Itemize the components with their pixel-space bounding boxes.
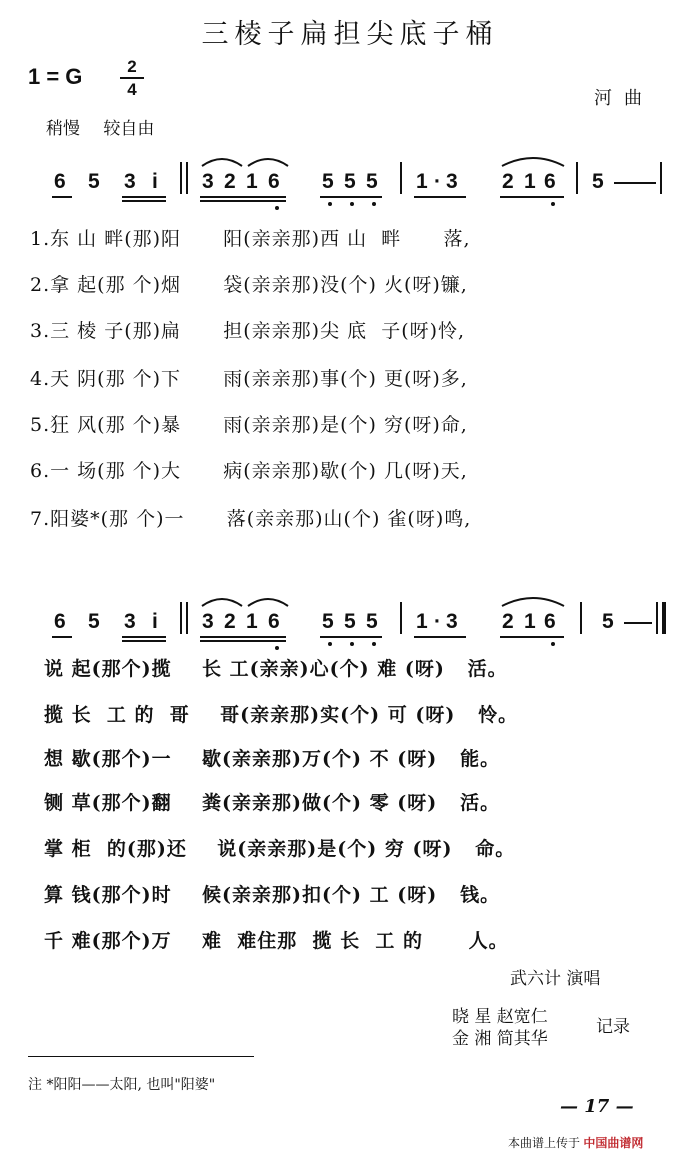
note: 5 [344, 170, 356, 193]
song-title: 三棱子扁担尖底子桶 [201, 19, 499, 50]
note: 6 [54, 610, 66, 633]
time-signature [120, 58, 144, 98]
note: 2 [224, 170, 236, 193]
source-text: 本曲谱上传于 [508, 1136, 581, 1150]
note: 2 [502, 610, 514, 633]
note: 6 [544, 170, 556, 193]
barline [576, 162, 578, 194]
lyric-line: 3.三 棱 子(那)扁 担(亲亲那)尖 底 子(呀)怜, [30, 320, 466, 342]
underline [320, 636, 382, 638]
barline [400, 162, 402, 194]
slur [500, 594, 566, 608]
region-label: 河曲 [594, 88, 654, 109]
note: i [152, 170, 158, 193]
recorder-line-2: 金 湘 简其华 [452, 1029, 548, 1049]
barline [656, 602, 658, 634]
note: · [434, 170, 441, 193]
slur [200, 594, 290, 608]
note: 5 [88, 610, 100, 633]
note: 6 [268, 610, 280, 633]
note: 5 [88, 170, 100, 193]
note: 1 [416, 610, 428, 633]
lyric-line: 1.东 山 畔(那)阳 阳(亲亲那)西 山 畔 落, [30, 228, 471, 250]
note: 5 [592, 170, 604, 193]
note: i [152, 610, 158, 633]
note: 6 [54, 170, 66, 193]
underline [122, 200, 166, 202]
barline [186, 162, 188, 194]
lower-octave-dot [551, 202, 555, 206]
lyric-line: 想 歇(那个)一 歇(亲亲那)万(个) 不 (呀) 能。 [44, 748, 501, 770]
note: 1 [524, 170, 536, 193]
note: 3 [124, 170, 136, 193]
footnote: 注 *阳阳——太阳, 也叫"阳婆" [28, 1077, 216, 1093]
note: 6 [544, 610, 556, 633]
lower-octave-dot [328, 202, 332, 206]
note: 5 [366, 170, 378, 193]
lyric-line: 揽 长 工 的 哥 哥(亲亲那)实(个) 可 (呀) 怜。 [44, 704, 519, 726]
underline [122, 196, 166, 198]
notation-line-1 [40, 166, 680, 214]
recorder-line-1: 晓 星 赵宽仁 [452, 1007, 548, 1027]
singer-credit: 武六计 演唱 [510, 969, 601, 989]
slur [200, 154, 290, 168]
source-brand: 中国曲谱网 [583, 1136, 644, 1150]
underline [500, 636, 564, 638]
barline [400, 602, 402, 634]
lyric-line: 7.阳婆*(那 个)一 落(亲亲那)山(个) 雀(呀)鸣, [30, 508, 472, 530]
lyric-line: 6.一 场(那 个)大 病(亲亲那)歇(个) 几(呀)天, [30, 460, 468, 482]
note: 2 [224, 610, 236, 633]
underline [200, 200, 286, 202]
note: 2 [502, 170, 514, 193]
barline [186, 602, 188, 634]
barline [180, 162, 182, 194]
note: 6 [268, 170, 280, 193]
note: 1 [416, 170, 428, 193]
notation-line-2 [40, 606, 680, 654]
underline [122, 636, 166, 638]
lower-octave-dot [275, 206, 279, 210]
underline [52, 636, 72, 638]
note: 5 [366, 610, 378, 633]
page-number: — 17 — [560, 1096, 634, 1117]
underline [500, 196, 564, 198]
note: 3 [202, 610, 214, 633]
lyric-line: 5.狂 风(那 个)暴 雨(亲亲那)是(个) 穷(呀)命, [30, 414, 468, 436]
note: 3 [446, 610, 458, 633]
underline [320, 196, 382, 198]
slur [500, 154, 566, 168]
barline [660, 162, 662, 194]
key-signature: 1 = G [28, 64, 83, 89]
note: 5 [322, 170, 334, 193]
underline [200, 196, 286, 198]
underline [414, 636, 466, 638]
time-top: 2 [127, 57, 137, 76]
lyric-line: 千 难(那个)万 难 难住那 揽 长 工 的 人。 [44, 930, 509, 952]
barline [180, 602, 182, 634]
tempo-marking: 稍慢 较自由 [46, 119, 155, 139]
lyric-line: 铡 草(那个)翻 粪(亲亲那)做(个) 零 (呀) 活。 [44, 792, 501, 814]
lyric-line: 说 起(那个)揽 长 工(亲亲)心(个) 难 (呀) 活。 [44, 658, 508, 680]
note: 3 [124, 610, 136, 633]
recorder-role: 记录 [596, 1017, 630, 1037]
hold-dash [614, 182, 656, 184]
note: 3 [202, 170, 214, 193]
lyric-line: 算 钱(那个)时 候(亲亲那)扣(个) 工 (呀) 钱。 [44, 884, 501, 906]
time-bar [120, 77, 144, 79]
hold-dash [624, 622, 652, 624]
underline [52, 196, 72, 198]
lower-octave-dot [350, 642, 354, 646]
note: 3 [446, 170, 458, 193]
underline [414, 196, 466, 198]
footnote-rule [28, 1056, 254, 1057]
source-watermark [508, 1134, 643, 1151]
underline [122, 640, 166, 642]
note: 1 [246, 170, 258, 193]
lower-octave-dot [551, 642, 555, 646]
lyric-line: 2.拿 起(那 个)烟 袋(亲亲那)没(个) 火(呀)镰, [30, 274, 468, 296]
lower-octave-dot [372, 642, 376, 646]
underline [200, 636, 286, 638]
note: 5 [322, 610, 334, 633]
lower-octave-dot [275, 646, 279, 650]
time-bottom: 4 [127, 80, 137, 99]
note: 5 [344, 610, 356, 633]
lyric-line: 4.天 阴(那 个)下 雨(亲亲那)事(个) 更(呀)多, [30, 368, 468, 390]
note: 5 [602, 610, 614, 633]
barline [580, 602, 582, 634]
note: 1 [246, 610, 258, 633]
final-barline [662, 602, 666, 634]
lyric-line: 掌 柜 的(那)还 说(亲亲那)是(个) 穷 (呀) 命。 [44, 838, 516, 860]
note: · [434, 610, 441, 633]
note: 1 [524, 610, 536, 633]
lower-octave-dot [328, 642, 332, 646]
underline [200, 640, 286, 642]
lower-octave-dot [372, 202, 376, 206]
lower-octave-dot [350, 202, 354, 206]
